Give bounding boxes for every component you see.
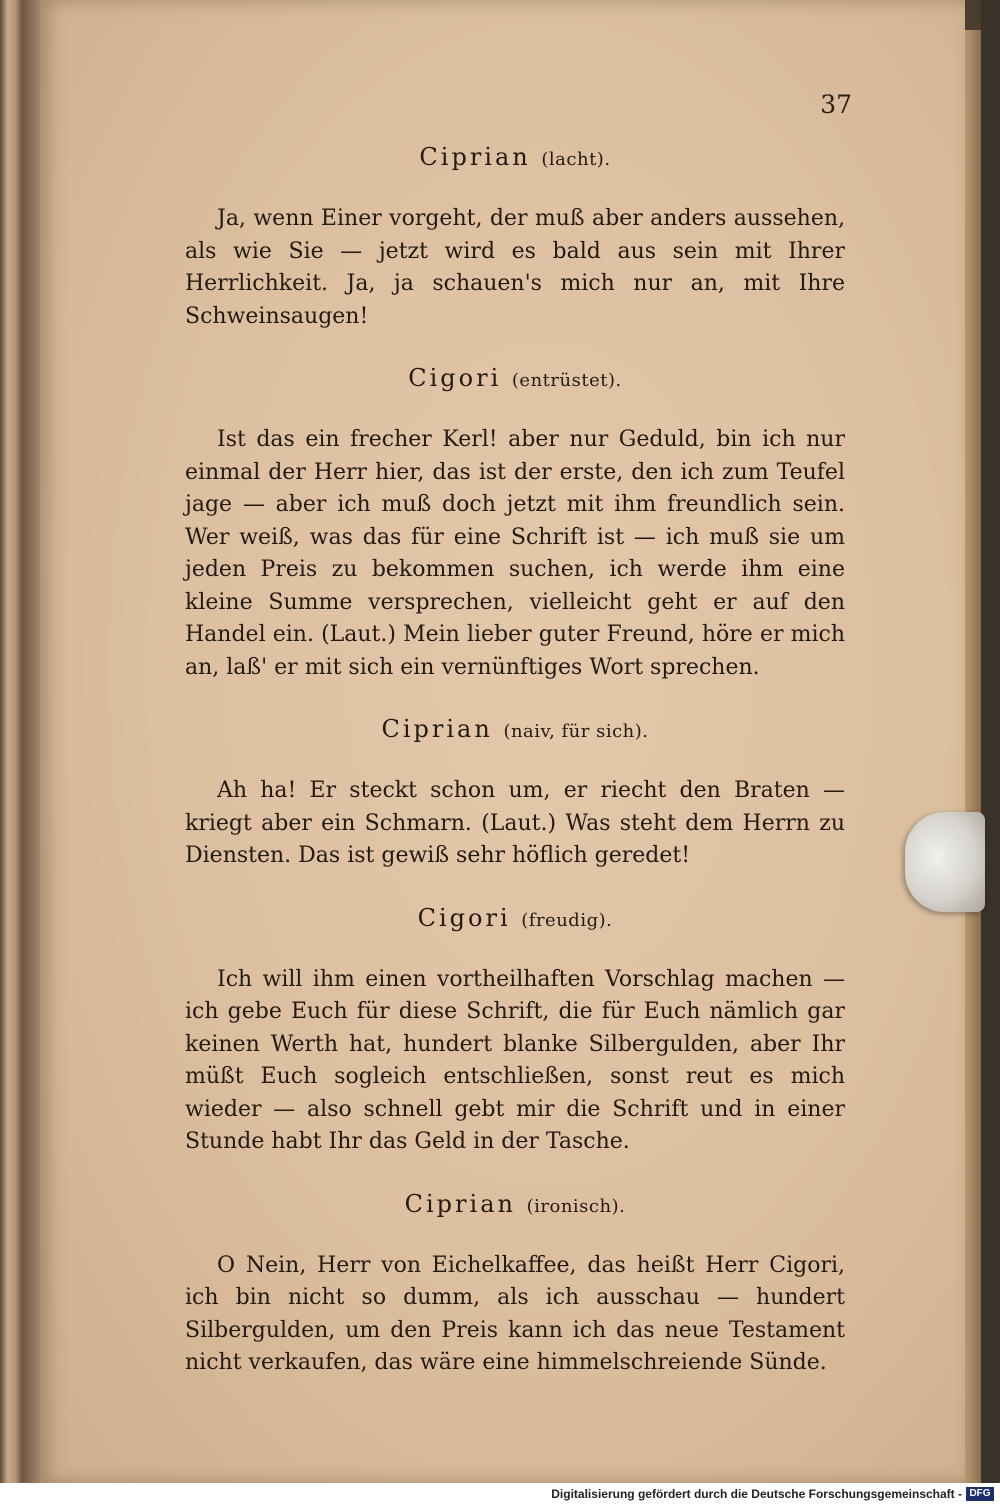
funding-credit: Digitalisierung gefördert durch die Deutsche Forschungsgemeinschaft - bbox=[551, 1487, 962, 1501]
speaker-name: Ciprian bbox=[381, 715, 493, 743]
stage-direction: (lacht). bbox=[541, 149, 611, 170]
dialogue-text: Ist das ein frecher Kerl! aber nur Geduld, bin ich nur einmal der Herr hier, das ist der erste, den ich zum Teufel jage — aber ich muß doch jetzt mit ihm freundlich sein. Wer weiß, was das für eine Schrift ist — ich muß sie um jeden Preis zu bekommen suchen, ich werde ihm eine kleine Summe versprechen, vielleicht geht er auf den Handel ein. (Laut.) Mein lieber guter Freund, höre er mich an, laß' er mit sich ein vernünftiges Wort sprechen. bbox=[185, 427, 845, 680]
page-clip bbox=[905, 812, 985, 912]
stage-direction: (naiv, für sich). bbox=[503, 721, 649, 742]
dialogue-text: Ah ha! Er steckt schon um, er riecht den Braten — kriegt aber ein Schmarn. (Laut.) Was steht dem Herrn zu Diensten. Das ist gewiß sehr höflich geredet! bbox=[185, 778, 845, 868]
page-stack-edge bbox=[965, 30, 981, 1483]
previous-page-edge bbox=[0, 0, 22, 1483]
book-gutter bbox=[22, 0, 42, 1483]
speaker-name: Ciprian bbox=[404, 1189, 516, 1218]
speaker-heading bbox=[185, 140, 845, 177]
play-text bbox=[185, 140, 845, 1408]
speaker-name: Cigori bbox=[408, 364, 502, 392]
dialogue-text: O Nein, Herr von Eichelkaffee, das heißt Herr Cigori, ich bin nicht so dumm, als ich ausschau — hundert Silbergulden, um den Preis kann ich das neue Testament nicht verkaufen, das wäre eine himmelschreiende Sünde. bbox=[185, 1252, 845, 1375]
speaker-heading bbox=[185, 361, 845, 398]
stage-direction: (entrüstet). bbox=[511, 370, 622, 391]
speaker-name: Cigori bbox=[417, 903, 511, 932]
speaker-heading bbox=[185, 901, 845, 938]
dfg-logo: DFG bbox=[966, 1487, 994, 1501]
stage-direction: (ironisch). bbox=[526, 1195, 626, 1217]
dialogue-text: Ich will ihm einen vortheilhaften Vorschlag machen — ich gebe Euch für diese Schrift, die für Euch nämlich gar keinen Werth hat, hundert blanke Silbergulden, aber Ihr müßt Euch sogleich entschließen, sonst reut es mich wieder — also schnell gebt mir die Schrift und in einer Stunde habt Ihr das Geld in der Tasche. bbox=[185, 966, 845, 1154]
speaker-heading bbox=[185, 1187, 845, 1224]
page-number: 37 bbox=[820, 90, 852, 119]
footer-bar bbox=[0, 1483, 1000, 1505]
stage-direction: (freudig). bbox=[521, 909, 613, 931]
speaker-name: Ciprian bbox=[419, 143, 531, 171]
dialogue-text: Ja, wenn Einer vorgeht, der muß aber anders aussehen, als wie Sie — jetzt wird es bald aus sein mit Ihrer Herrlichkeit. Ja, ja schauen's mich nur an, mit Ihre Schweinsaugen! bbox=[185, 206, 845, 329]
speaker-heading bbox=[185, 712, 845, 749]
scan-border-right bbox=[981, 0, 1000, 1483]
